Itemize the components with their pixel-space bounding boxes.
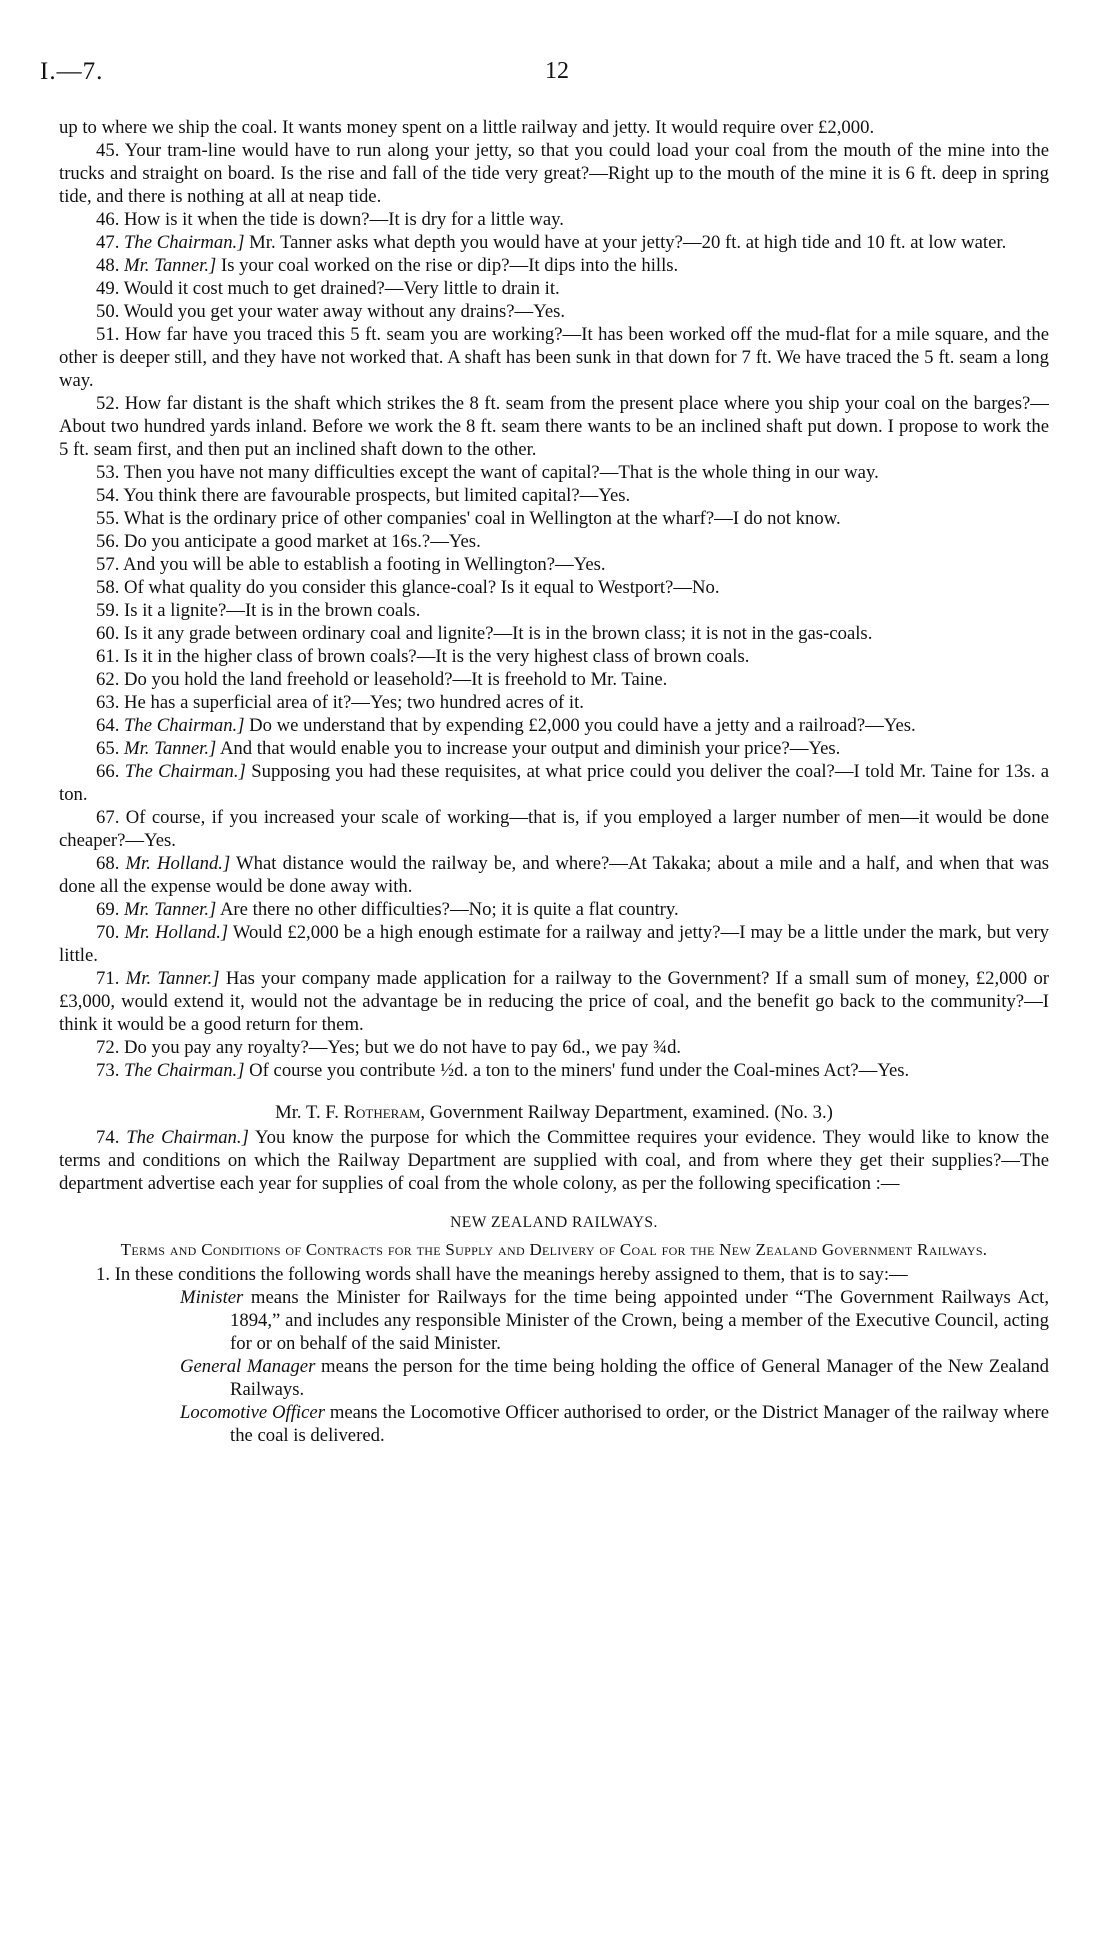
question-64 [59,714,1049,737]
question-58: 58. Of what quality do you consider this glance-coal? Is it equal to Westport?—No. [96,577,720,598]
question-number: 66. [96,761,120,782]
question-text: Has your company made application for a railway to the Government? If a small sum of money, £2,000 or £3,000, would extend it, would not the advantage be in reducing the price of coal, and the benefit go back to the community?—I think it would be a good return for them. [59,968,1050,1035]
question-text: Mr. Tanner asks what depth you would have at your jetty?—20 ft. at high tide and 10 ft. at low water. [249,232,1007,253]
question-number: 71. [96,968,120,989]
question-67: 67. Of course, if you increased your scale of working—that is, if you employed a larger number of men—it would be done cheaper?—Yes. [59,807,1049,851]
question-62: 62. Do you hold the land freehold or leasehold?—It is freehold to Mr. Taine. [96,669,668,690]
question-number: 64. [96,715,120,736]
condition-1: 1. In these conditions the following words shall have the meanings hereby assigned to them, that is to say:— [96,1264,908,1285]
question-72: 72. Do you pay any royalty?—Yes; but we do not have to pay 6d., we pay ¾d. [96,1037,682,1058]
question-61: 61. Is it in the higher class of brown coals?—It is the very highest class of brown coals. [96,646,750,667]
question-55: 55. What is the ordinary price of other companies' coal in Wellington at the wharf?—I do not know. [96,508,841,529]
speaker-name: The Chairman.] [124,761,246,782]
question-49: 49. Would it cost much to get drained?—Very little to drain it. [96,278,560,299]
page-number: 12 [545,58,569,84]
definition-text: means the Minister for Railways for the time being appointed under “The Government Railways Act, 1894,” and includes any responsible Minister of the Crown, being a member of the Executive Council, acting for or on behalf of the said Minister. [230,1287,1049,1354]
definition-term: Minister [180,1287,244,1308]
paragraph-continued: up to where we ship the coal. It wants money spent on a little railway and jetty. It would require over £2,000. [59,117,875,138]
witness-name: Rotheram [343,1102,421,1123]
question-text: Of course you contribute ½d. a ton to the miners' fund under the Coal-mines Act?—Yes. [249,1060,910,1081]
question-text: Are there no other difficulties?—No; it is quite a flat country. [219,899,679,920]
question-69 [59,898,1049,921]
question-52: 52. How far distant is the shaft which strikes the 8 ft. seam from the present place where you ship your coal on the barges?—About two hundred yards inland. Before we work the 8 ft. seam there wants to be an inclined shaft put down. I propose to work the 5 ft. seam first, and then put an inclined shaft down to the other. [59,393,1049,460]
question-text: Would £2,000 be a high enough estimate for a railway and jetty?—I may be a little under the mark, but very little. [59,922,1050,966]
question-text: And that would enable you to increase your output and diminish your price?—Yes. [219,738,841,759]
witness-suffix: , Government Railway Department, examined. (No. 3.) [420,1102,833,1123]
question-68 [59,852,1049,898]
document-reference: I.—7. [40,58,104,85]
definition-locomotive-officer [180,1401,1049,1447]
question-text: Do we understand that by expending £2,000 you could have a jetty and a railroad?—Yes. [249,715,916,736]
question-text: What distance would the railway be, and where?—At Takaka; about a mile and a half, and when that was done all the expense would be done away with. [59,853,1050,897]
question-number: 74. [96,1127,120,1148]
question-text: Is your coal worked on the rise or dip?—It dips into the hills. [220,255,679,276]
definition-text: means the person for the time being holding the office of General Manager of the New Zealand Railways. [230,1356,1050,1400]
question-45: 45. Your tram-line would have to run along your jetty, so that you could load your coal from the mouth of the mine into the trucks and straight on board. Is the rise and fall of the tide very great?—Right up to the mouth of the mine it is 6 ft. deep in spring tide, and there is nothing at all at neap tide. [59,140,1049,207]
question-number: 47. [96,232,120,253]
question-51: 51. How far have you traced this 5 ft. seam you are working?—It has been worked off the mud-flat for a mile square, and the other is deeper still, and they have not worked that. A shaft has been sunk in that down for 7 ft. We have traced the 5 ft. seam a long way. [59,324,1049,391]
speaker-name: The Chairman.] [126,1127,249,1148]
definition-general-manager [180,1355,1049,1401]
question-74 [59,1126,1049,1195]
question-60: 60. Is it any grade between ordinary coal and lignite?—It is in the brown class; it is not in the gas-coals. [96,623,873,644]
witness-heading [59,1101,1049,1124]
speaker-name: Mr. Tanner.] [124,255,217,276]
definition-term: General Manager [180,1356,316,1377]
question-text: You know the purpose for which the Committee requires your evidence. They would like to know the terms and conditions on which the Railway Department are supplied with coal, and from where they get their supplies?—The department advertise each year for supplies of coal from the whole colony, as per the following specification :— [59,1127,1050,1194]
witness-prefix: Mr. T. F. [275,1102,339,1123]
question-number: 73. [96,1060,120,1081]
speaker-name: Mr. Holland.] [124,922,229,943]
question-71 [59,967,1049,1036]
question-70 [59,921,1049,967]
question-57: 57. And you will be able to establish a footing in Wellington?—Yes. [96,554,606,575]
definition-minister [180,1286,1049,1355]
question-number: 65. [96,738,120,759]
page-header [40,58,1074,88]
question-73 [59,1059,1049,1082]
question-number: 69. [96,899,120,920]
page-content [59,116,1049,1447]
question-53: 53. Then you have not many difficulties except the want of capital?—That is the whole thing in our way. [96,462,879,483]
specification-title: NEW ZEALAND RAILWAYS. [450,1214,658,1231]
question-65 [59,737,1049,760]
speaker-name: The Chairman.] [124,1060,245,1081]
question-54: 54. You think there are favourable prospects, but limited capital?—Yes. [96,485,631,506]
speaker-name: The Chairman.] [124,232,245,253]
question-text: Supposing you had these requisites, at what price could you deliver the coal?—I told Mr. Taine for 13s. a ton. [59,761,1050,805]
definition-text: means the Locomotive Officer authorised to order, or the District Manager of the railway where the coal is delivered. [230,1402,1049,1446]
question-56: 56. Do you anticipate a good market at 16s.?—Yes. [96,531,481,552]
question-number: 68. [96,853,120,874]
question-47 [59,231,1049,254]
speaker-name: Mr. Tanner.] [124,738,217,759]
question-50: 50. Would you get your water away without any drains?—Yes. [96,301,566,322]
question-59: 59. Is it a lignite?—It is in the brown coals. [96,600,421,621]
question-66 [59,760,1049,806]
speaker-name: Mr. Tanner.] [124,899,217,920]
question-46: 46. How is it when the tide is down?—It is dry for a little way. [96,209,564,230]
speaker-name: Mr. Tanner.] [125,968,220,989]
question-63: 63. He has a superficial area of it?—Yes; two hundred acres of it. [96,692,584,713]
definition-term: Locomotive Officer [180,1402,325,1423]
speaker-name: The Chairman.] [124,715,245,736]
question-number: 48. [96,255,120,276]
question-number: 70. [96,922,120,943]
question-48 [59,254,1049,277]
specification-subtitle: Terms and Conditions of Contracts for the Supply and Delivery of Coal for the New Zealand Government Railways. [120,1240,988,1259]
speaker-name: Mr. Holland.] [125,853,231,874]
